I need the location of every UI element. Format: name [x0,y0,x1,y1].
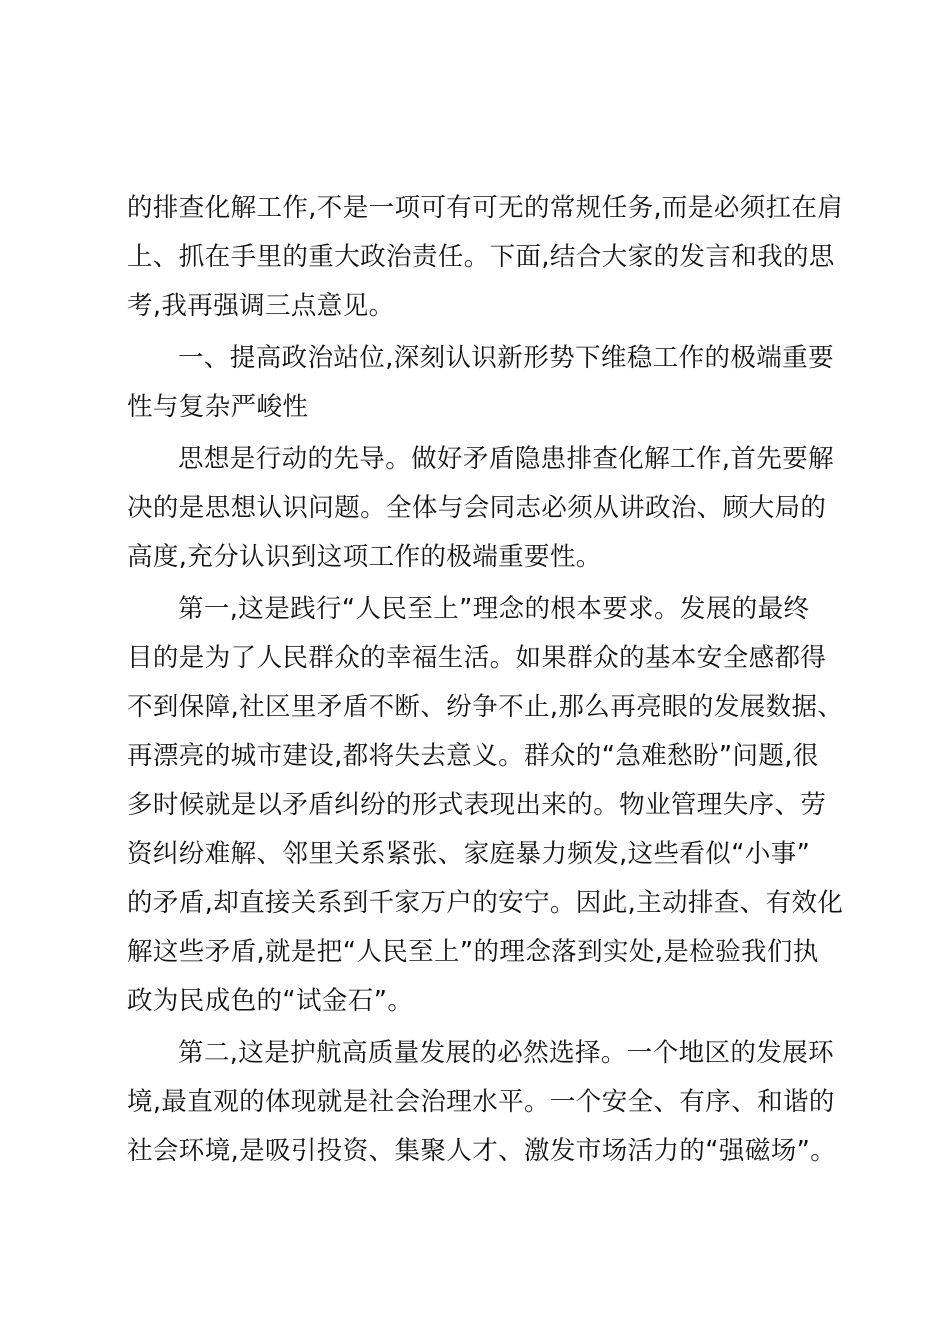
text-line: 再漂亮的城市建设,都将失去意义。群众的“急难愁盼”问题,很 [127,741,819,771]
text-line: 高度,充分认识到这项工作的极端重要性。 [127,542,602,572]
paragraph-continuation [127,184,844,331]
body-text [127,184,844,1176]
text-line: 思想是行动的先导。做好矛盾隐患排查化解工作,首先要解 [178,444,835,474]
text-line: 目的是为了人民群众的幸福生活。如果群众的基本安全感都得 [127,643,827,673]
text-line: 解这些矛盾,就是把“人民至上”的理念落到实处,是检验我们执 [127,937,819,967]
heading-line: 性与复杂严峻性 [127,392,309,422]
section-heading [127,334,835,432]
text-line: 上、抓在手里的重大政治责任。下面,结合大家的发言和我的思 [127,242,835,272]
text-line: 多时候就是以矛盾纠纷的形式表现出来的。物业管理失序、劳 [127,790,827,820]
paragraph [127,435,835,582]
text-line: 考,我再强调三点意见。 [127,291,395,321]
text-line: 政为民成色的“试金石”。 [127,986,414,1016]
heading-line: 一、提高政治站位,深刻认识新形势下维稳工作的极端重要 [178,343,835,373]
text-line: 不到保障,社区里矛盾不断、纷争不止,那么再亮眼的发展数据、 [127,692,844,722]
paragraph [127,585,844,1026]
paragraph [127,1029,835,1176]
text-line: 决的是思想认识问题。全体与会同志必须从讲政治、顾大局的 [127,493,827,523]
text-line: 的排查化解工作,不是一项可有可无的常规任务,而是必须扛在肩 [127,193,844,223]
text-line: 资纠纷难解、邻里关系紧张、家庭暴力频发,这些看似“小事” [127,839,811,869]
text-line: 社会环境,是吸引投资、集聚人才、激发市场活力的“强磁场”。 [127,1136,837,1166]
text-line: 的矛盾,却直接关系到千家万户的安宁。因此,主动排查、有效化 [127,888,844,918]
text-line: 第一,这是践行“人民至上”理念的根本要求。发展的最终 [178,594,810,624]
text-line: 境,最直观的体现就是社会治理水平。一个安全、有序、和谐的 [127,1087,835,1117]
text-line: 第二,这是护航高质量发展的必然选择。一个地区的发展环 [178,1038,835,1068]
